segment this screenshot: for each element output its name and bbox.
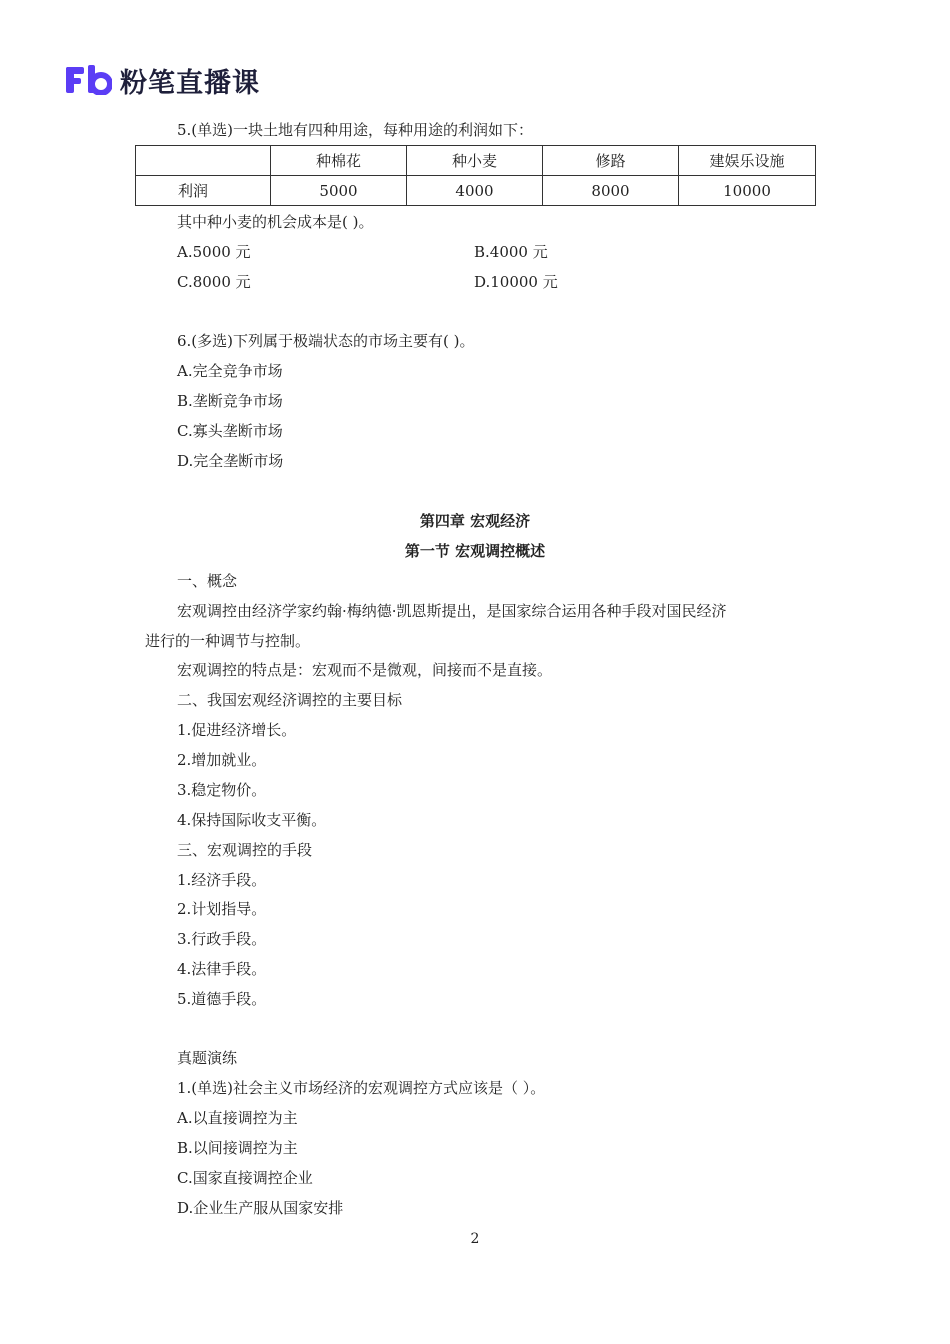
brand-logo <box>66 62 260 98</box>
practice-option: B.以间接调控为主 <box>177 1139 298 1157</box>
list-item: 3.稳定物价。 <box>177 781 267 799</box>
table-header-row <box>136 146 816 176</box>
q5-option-d: D.10000 元 <box>474 273 558 291</box>
practice-option: C.国家直接调控企业 <box>177 1169 313 1187</box>
q5-option-c: C.8000 元 <box>177 273 251 291</box>
table-cell: 4000 <box>407 176 543 206</box>
practice-option: A.以直接调控为主 <box>177 1109 298 1127</box>
heading-concept: 一、概念 <box>177 572 238 590</box>
section-title: 第一节 宏观调控概述 <box>404 542 546 560</box>
table-cell: 10000 <box>679 176 816 206</box>
practice-heading: 真题演练 <box>177 1049 238 1067</box>
q5-option-b: B.4000 元 <box>474 243 548 261</box>
profit-table <box>135 145 816 206</box>
q6-option: D.完全垄断市场 <box>177 452 284 470</box>
q6-option: A.完全竞争市场 <box>177 362 283 380</box>
list-item: 4.保持国际收支平衡。 <box>177 811 327 829</box>
list-item: 3.行政手段。 <box>177 930 267 948</box>
q5-option-a: A.5000 元 <box>177 243 251 261</box>
heading-means: 三、宏观调控的手段 <box>177 841 313 859</box>
heading-goals: 二、我国宏观经济调控的主要目标 <box>177 691 403 709</box>
q5-stem: 5.(单选)一块土地有四种用途，每种用途的利润如下： <box>177 121 534 139</box>
table-header-cell: 建娱乐设施 <box>679 146 816 176</box>
list-item: 4.法律手段。 <box>177 960 267 978</box>
table-header-cell <box>136 146 271 176</box>
practice-stem: 1.(单选)社会主义市场经济的宏观调控方式应该是（ ）。 <box>177 1079 546 1097</box>
q5-question: 其中种小麦的机会成本是( )。 <box>177 213 374 231</box>
q6-option: B.垄断竞争市场 <box>177 392 283 410</box>
table-cell: 8000 <box>543 176 679 206</box>
table-header-cell: 种小麦 <box>407 146 543 176</box>
table-header-cell: 种棉花 <box>271 146 407 176</box>
list-item: 1.经济手段。 <box>177 871 267 889</box>
q6-option: C.寡头垄断市场 <box>177 422 283 440</box>
practice-option: D.企业生产服从国家安排 <box>177 1199 344 1217</box>
page-number: 2 <box>470 1231 480 1247</box>
chapter-title: 第四章 宏观经济 <box>419 512 531 530</box>
paragraph: 宏观调控由经济学家约翰·梅纳德·凯恩斯提出，是国家综合运用各种手段对国民经济 <box>177 602 727 620</box>
list-item: 1.促进经济增长。 <box>177 721 297 739</box>
paragraph: 进行的一种调节与控制。 <box>145 632 311 650</box>
table-header-cell: 修路 <box>543 146 679 176</box>
q6-stem: 6.(多选)下列属于极端状态的市场主要有( )。 <box>177 332 475 350</box>
fb-logo-icon <box>66 65 112 95</box>
paragraph: 宏观调控的特点是：宏观而不是微观，间接而不是直接。 <box>177 661 553 679</box>
table-cell: 5000 <box>271 176 407 206</box>
table-row <box>136 176 816 206</box>
list-item: 2.计划指导。 <box>177 900 267 918</box>
list-item: 5.道德手段。 <box>177 990 267 1008</box>
brand-name: 粉笔直播课 <box>120 67 260 99</box>
list-item: 2.增加就业。 <box>177 751 267 769</box>
table-row-label: 利润 <box>136 176 271 206</box>
